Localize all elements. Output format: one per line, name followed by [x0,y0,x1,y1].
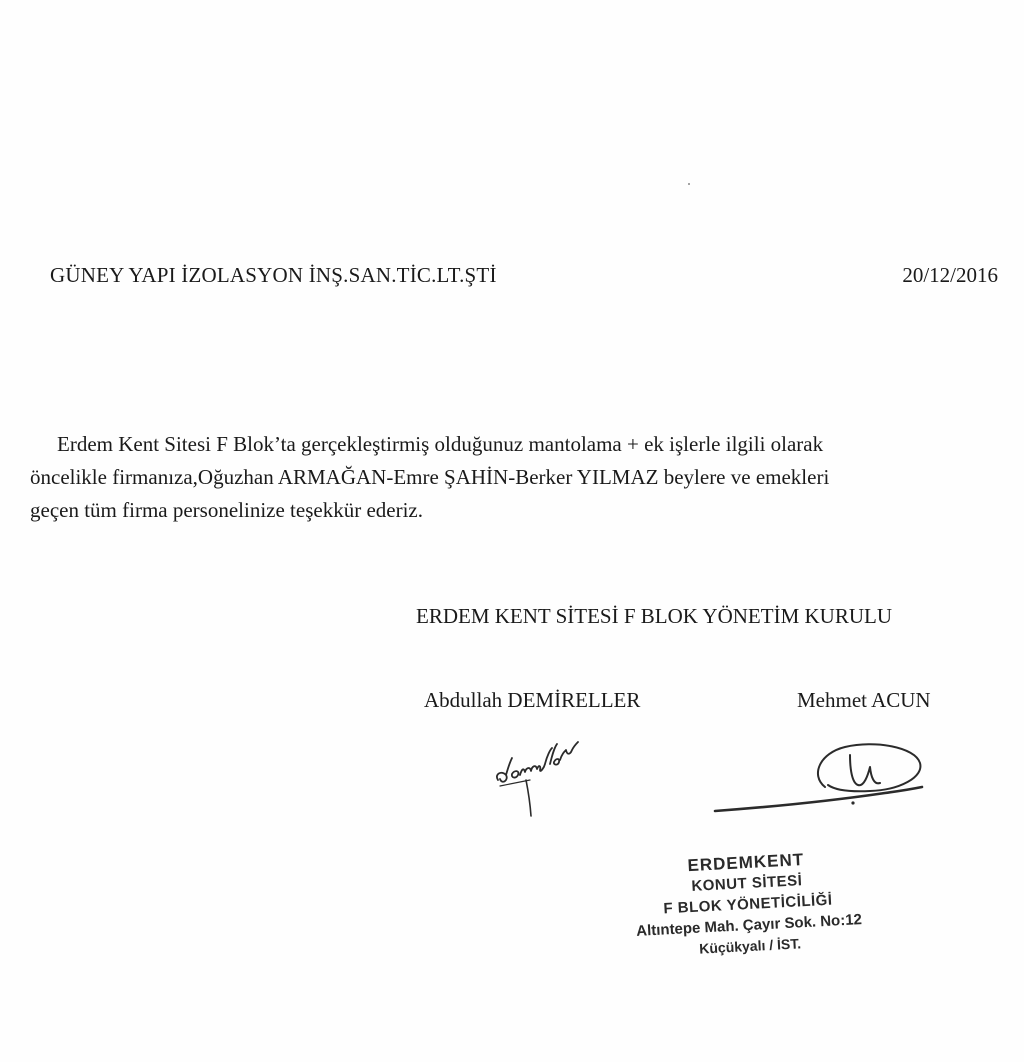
letter-body [30,428,990,527]
scan-speck [688,183,690,185]
stamp-line: Küçükyalı / İST. [698,935,802,957]
signature-demireller [490,728,600,823]
signer-name: Abdullah DEMİRELLER [424,688,641,712]
body-line: geçen tüm firma personelinize teşekkür ederiz. [30,498,423,522]
stamp-line: Altıntepe Mah. Çayır Sok. No:12 [635,911,863,940]
committee-title: ERDEM KENT SİTESİ F BLOK YÖNETİM KURULU [416,604,892,628]
recipient-company: GÜNEY YAPI İZOLASYON İNŞ.SAN.TİC.LT.ŞTİ [50,263,497,287]
letter-date: 20/12/2016 [902,263,998,287]
signature-acun [710,735,930,820]
stamp-line: F BLOK YÖNETİCİLİĞİ [663,891,833,918]
signer-name: Mehmet ACUN [797,688,931,712]
body-line: Erdem Kent Sitesi F Blok’ta gerçekleştirmiş olduğunuz mantolama + ek işlerle ilgili olarak [57,432,824,456]
management-stamp [595,844,900,965]
body-line: öncelikle firmanıza,Oğuzhan ARMAĞAN-Emre ŞAHİN-Berker YILMAZ beylere ve emekleri [30,465,830,489]
stamp-line: ERDEMKENT [687,850,805,876]
stamp-line: KONUT SİTESİ [691,872,803,895]
